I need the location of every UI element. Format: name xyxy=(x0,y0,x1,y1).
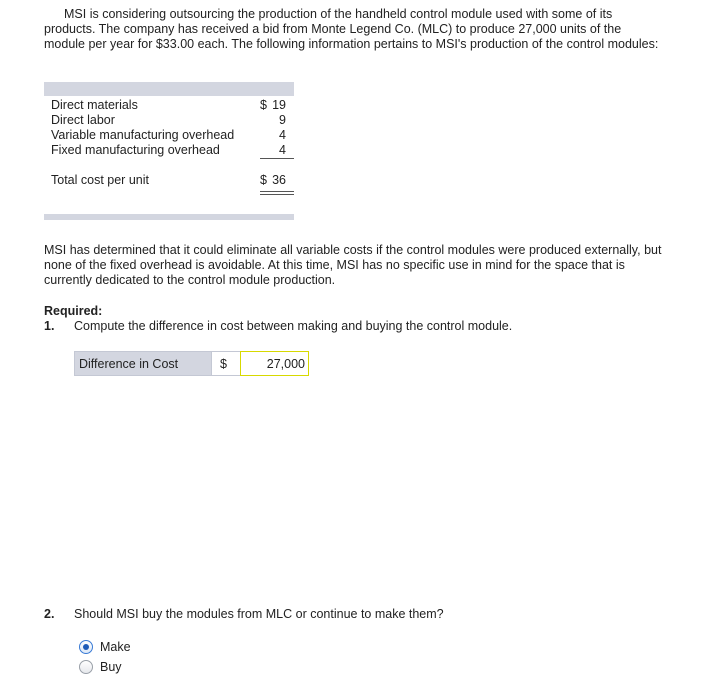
difference-in-cost-row xyxy=(74,351,309,376)
buy-label[interactable]: Buy xyxy=(100,660,122,674)
cost-row-direct-labor xyxy=(44,113,294,128)
subtotal-rule xyxy=(260,158,294,159)
cost-row-label: Direct materials xyxy=(51,98,138,112)
cost-row-label: Variable manufacturing overhead xyxy=(51,128,235,142)
cost-row-value: 9 xyxy=(279,113,286,127)
cost-row-variable-overhead xyxy=(44,128,294,143)
cost-table-header xyxy=(44,82,294,96)
cost-row-value: 4 xyxy=(279,128,286,142)
cost-table-footer xyxy=(44,214,294,220)
option-buy[interactable] xyxy=(79,659,122,675)
cost-row-label: Fixed manufacturing overhead xyxy=(51,143,220,157)
cost-row-dollar: $ xyxy=(260,98,267,112)
cost-row-value: 4 xyxy=(279,143,286,157)
buy-radio[interactable] xyxy=(79,660,93,674)
question-2-number: 2. xyxy=(44,607,55,621)
question-1-text: Compute the difference in cost between making and buying the control module. xyxy=(74,319,513,333)
question-2-text: Should MSI buy the modules from MLC or continue to make them? xyxy=(74,607,444,621)
info-paragraph: MSI has determined that it could eliminate all variable costs if the control modules were produced externally, but none of the fixed overhead is avoidable. At this time, MSI has no specific use in mind for the space that is currently dedicated to the control module production. xyxy=(44,243,662,287)
question-1-number: 1. xyxy=(44,319,55,333)
cost-table xyxy=(44,82,294,188)
cost-row-value: 19 xyxy=(272,98,286,112)
cost-row-direct-materials xyxy=(44,98,294,113)
cost-row-label: Direct labor xyxy=(51,113,115,127)
make-radio[interactable] xyxy=(79,640,93,654)
total-dollar: $ xyxy=(260,173,267,187)
total-label: Total cost per unit xyxy=(51,173,149,187)
answer-dollar-sign: $ xyxy=(212,351,240,376)
difference-in-cost-input[interactable] xyxy=(240,351,309,376)
difference-in-cost-label: Difference in Cost xyxy=(74,351,212,376)
intro-paragraph: MSI is considering outsourcing the production of the handheld control module used with some of its products. The company has received a bid from Monte Legend Co. (MLC) to produce 27,000 units of the module per year for $33.00 each. The following information pertains to MSI's production of the control modules: xyxy=(44,7,659,51)
option-make[interactable] xyxy=(79,639,131,655)
total-double-rule xyxy=(260,191,294,195)
cost-row-fixed-overhead xyxy=(44,143,294,158)
cost-row-total xyxy=(44,173,294,188)
required-heading: Required: xyxy=(44,304,103,318)
total-value: 36 xyxy=(272,173,286,187)
make-label[interactable]: Make xyxy=(100,640,131,654)
